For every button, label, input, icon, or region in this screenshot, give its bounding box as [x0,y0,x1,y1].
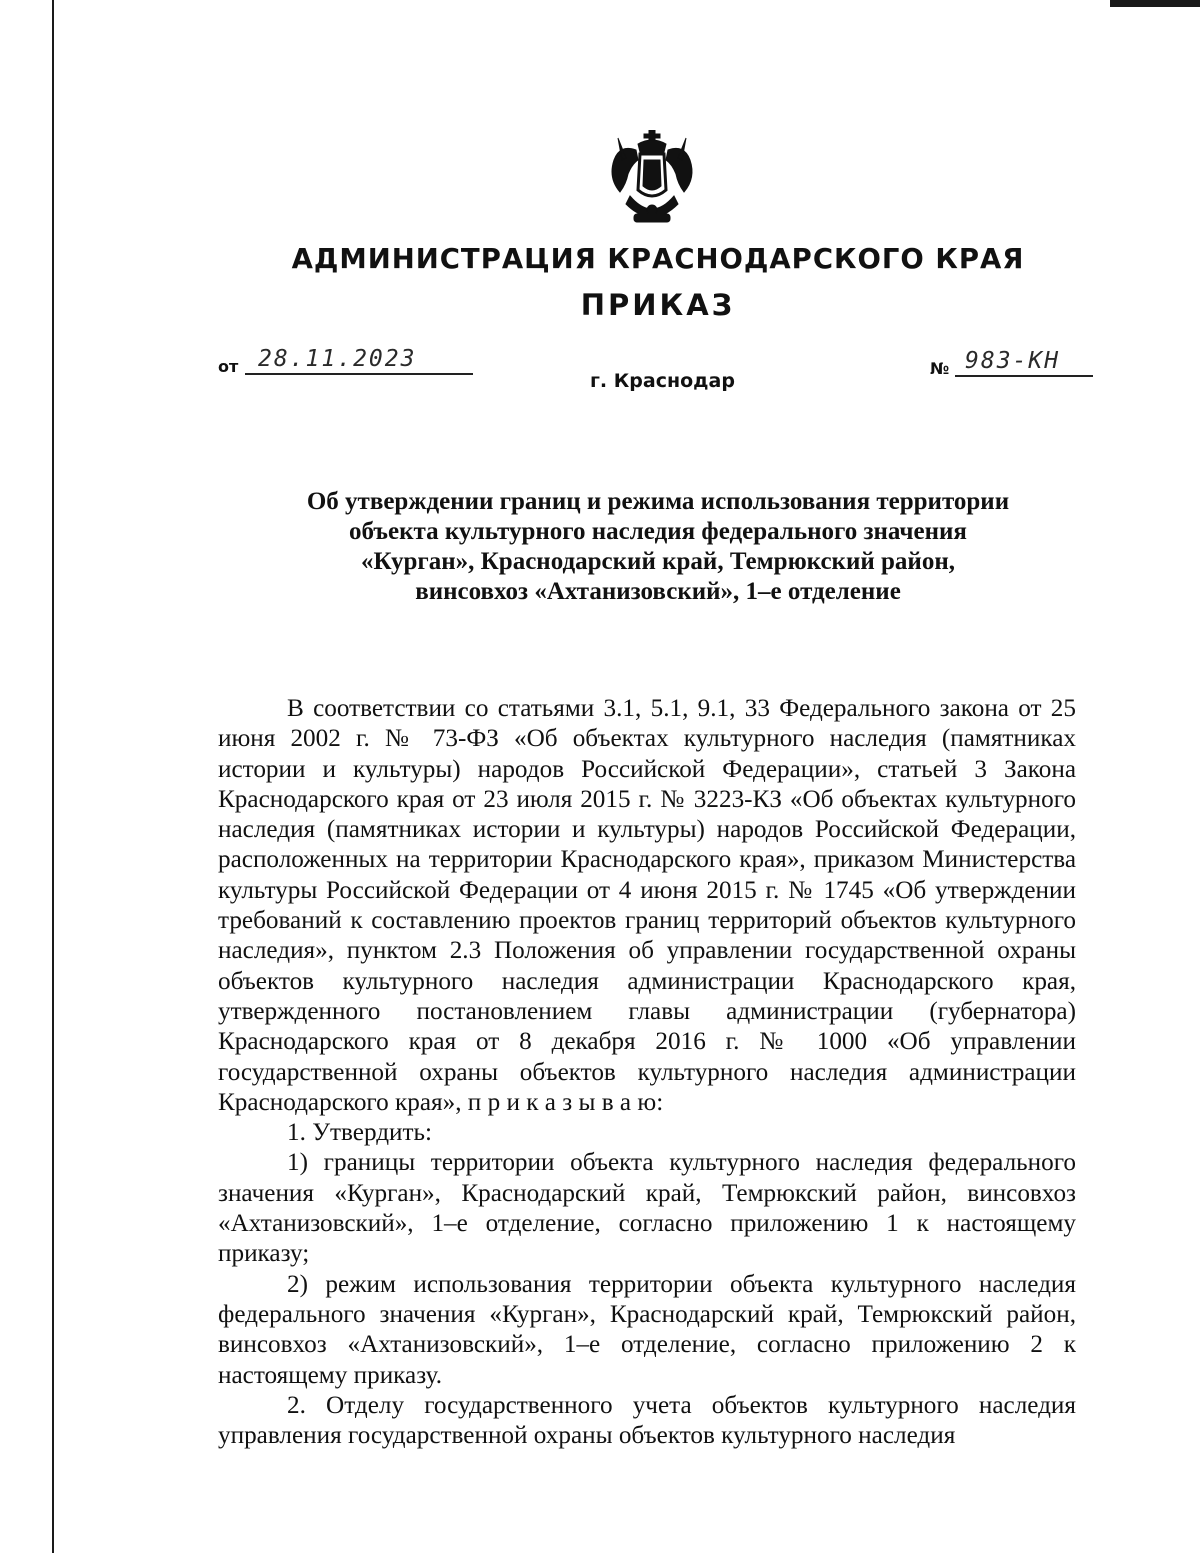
document-type-title: ПРИКАЗ [580,288,736,322]
organization-title: АДМИНИСТРАЦИЯ КРАСНОДАРСКОГО КРАЯ [291,243,1025,275]
subject-line: объекта культурного наследия федерального значения [349,518,967,545]
date-label: от [218,357,239,376]
coat-of-arms-emblem [606,130,698,226]
body-paragraph-item-1-1: 1) границы территории объекта культурного наследия федерального значения «Курган», Краснодарский край, Темрюкский район, винсовхоз «Ахтанизовский», 1–е отделение, согласно приложению 1 к настоящему приказу; [218,1149,1076,1268]
number-label: № [930,359,950,378]
scan-edge-left [52,0,54,1553]
number-handwritten-value: 983-КН [965,348,1061,374]
body-paragraph-item-1: 1. Утвердить: [287,1119,433,1147]
document-subject [200,487,1116,607]
scan-mark-top [1110,0,1200,7]
date-handwritten-value: 28.11.2023 [258,346,417,372]
body-paragraph-preamble: В соответствии со статьями 3.1, 5.1, 9.1, 33 Федерального закона от 25 июня 2002 г. № 73-ФЗ «Об объектах культурного наследия (памятниках истории и культуры) народов Российской Федерации», статьей 3 Закона Краснодарского края от 23 июля 2015 г. № 3223-КЗ «Об объектах культурного наследия (памятниках истории и культуры) народов Российской Федерации, расположенных на территории Краснодарского края», приказом Министерства культуры Российской Федерации от 4 июня 2015 г. № 1745 «Об утверждении требований к составлению проектов границ территорий объектов культурного наследия», пунктом 2.3 Положения об управлении государственной охраны объектов культурного наследия администрации Краснодарского края, утвержденного постановлением главы администрации (губернатора) Краснодарского края от 8 декабря 2016 г. № 1000 «Об управлении государственной охраны объектов культурного наследия администрации Краснодарского края», п р и к а з ы в а ю: [218,695,1076,1116]
body-paragraph-item-2: 2. Отделу государственного учета объектов культурного наследия управления государственной охраны объектов культурного наследия [218,1391,1076,1450]
city-label: г. Краснодар [590,370,735,392]
subject-line: Об утверждении границ и режима использования территории [306,488,1010,515]
body-paragraph-item-1-2: 2) режим использования территории объекта культурного наследия федерального значения «Курган», Краснодарский край, Темрюкский район, винсовхоз «Ахтанизовский», 1–е отделение, согласно приложению 2 к настоящему приказу. [218,1270,1076,1389]
number-underline [955,375,1093,377]
document-body [218,694,1076,1451]
date-underline [245,373,473,375]
subject-line: «Курган», Краснодарский край, Темрюкский район, [361,548,955,575]
subject-line: винсовхоз «Ахтанизовский», 1–е отделение [415,578,901,605]
